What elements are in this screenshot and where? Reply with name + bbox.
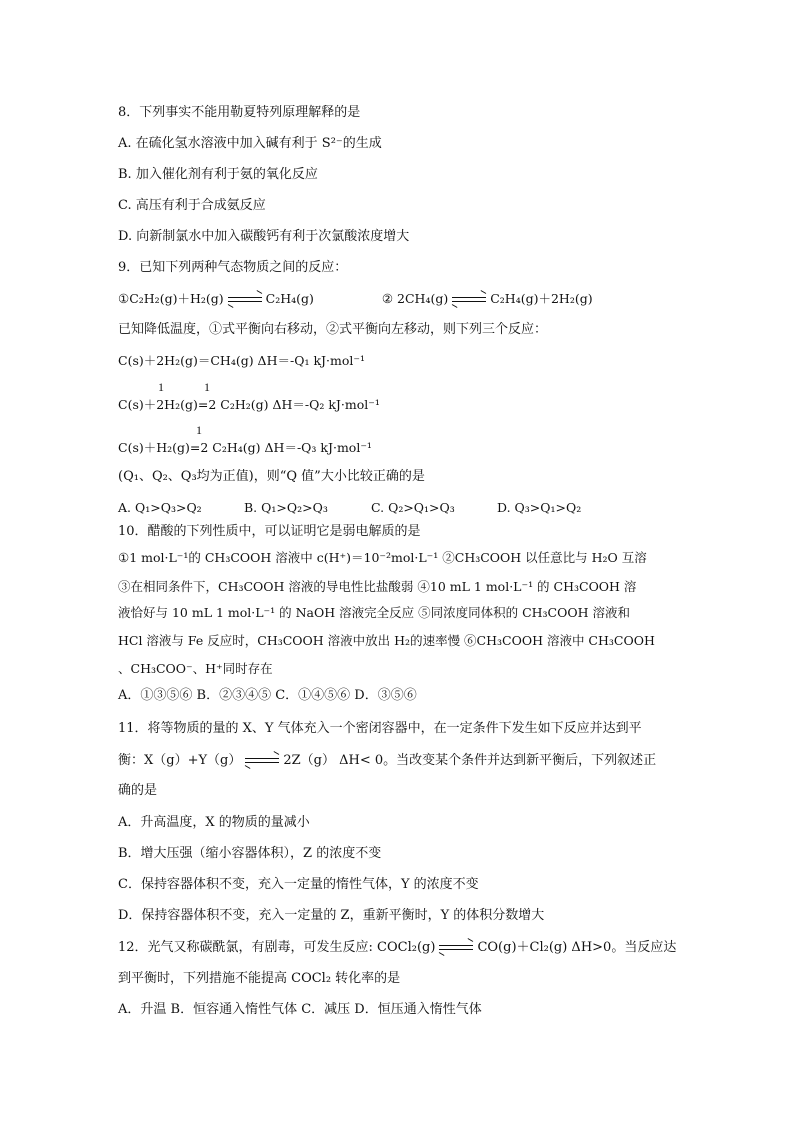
q11-option-a: A．升高温度，X 的物质的量减小 [118, 815, 310, 830]
q9-equation-1: C(s)＋2H₂(g)＝CH₄(g) ΔH＝-Q₁ kJ·mol⁻¹ [118, 353, 365, 368]
q8-option-b: B. 加入催化剂有利于氨的氧化反应 [118, 167, 318, 182]
q12-line-1-left: 12．光气又称碳酰氯，有剧毒，可发生反应: COCl₂(g) [118, 940, 436, 955]
q11-option-c: C．保持容器体积不变，充入一定量的惰性气体，Y 的浓度不变 [118, 877, 479, 892]
q11-line-2 [118, 752, 656, 770]
q10-line-2: ③在相同条件下，CH₃COOH 溶液的导电性比盐酸弱 ④10 mL 1 mol·L⁻¹ 的 CH₃COOH 溶 [118, 579, 637, 594]
q11-line-3: 确的是 [118, 783, 158, 798]
q8-option-a: A. 在硫化氢水溶液中加入碱有利于 S²⁻的生成 [118, 136, 382, 151]
q10-line-3: 液恰好与 10 mL 1 mol·L⁻¹ 的 NaOH 溶液完全反应 ⑤同浓度同体积的 CH₃COOH 溶液和 [118, 605, 630, 620]
q9-option-d: D. Q₃>Q₁>Q₂ [497, 500, 582, 515]
q12-line-2: 到平衡时，下列措施不能提高 COCl₂ 转化率的是 [118, 971, 401, 986]
q9-eq3-fraction-num: 1 [196, 423, 202, 437]
q9-equation-3: C(s)＋H₂(g)=2 C₂H₄(g) ΔH＝-Q₃ kJ·mol⁻¹ [118, 440, 372, 455]
q12-line-1-right: CO(g)＋Cl₂(g) ΔH>0。当反应达 [477, 940, 677, 955]
q9-reaction2-right: C₂H₄(g)＋2H₂(g) [490, 291, 593, 306]
q9-condition: 已知降低温度，①式平衡向右移动，②式平衡向左移动，则下列三个反应： [118, 322, 548, 337]
equilibrium-arrow-icon [452, 295, 486, 305]
q10-line-5: 、CH₃COO⁻、H⁺同时存在 [118, 661, 273, 676]
q9-reaction2-left: ② 2CH₄(g) [381, 291, 449, 306]
q12-options: A．升温 B．恒容通入惰性气体 C．减压 D．恒压通入惰性气体 [118, 1002, 482, 1017]
q9-equation-2: C(s)＋2H₂(g)=2 C₂H₂(g) ΔH＝-Q₂ kJ·mol⁻¹ [118, 397, 380, 412]
equilibrium-arrow-icon [245, 756, 279, 766]
q9-option-a: A. Q₁>Q₃>Q₂ [118, 500, 202, 515]
q9-note: (Q₁、Q₂、Q₃均为正值)，则“Q 值”大小比较正确的是 [118, 469, 425, 484]
q12-line-1 [118, 939, 676, 957]
q11-line-2-left: 衡：X（g）+Y（g） [118, 753, 242, 768]
q10-stem: 10．醋酸的下列性质中，可以证明它是弱电解质的是 [118, 524, 421, 539]
q11-line-2-right: 2Z（g） ΔH< 0。当改变某个条件并达到新平衡后，下列叙述正 [283, 753, 657, 768]
q11-option-b: B．增大压强（缩小容器体积），Z 的浓度不变 [118, 846, 382, 861]
q10-line-4: HCl 溶液与 Fe 反应时，CH₃COOH 溶液中放出 H₂的速率慢 ⑥CH₃COOH 溶液中 CH₃COOH [118, 633, 655, 648]
q11-option-d: D．保持容器体积不变，充入一定量的 Z，重新平衡时，Y 的体积分数增大 [118, 908, 545, 923]
q8-option-c: C. 高压有利于合成氨反应 [118, 198, 266, 213]
q9-stem: 9．已知下列两种气态物质之间的反应： [118, 260, 348, 275]
q10-line-1: ①1 mol·L⁻¹的 CH₃COOH 溶液中 c(H⁺)＝10⁻²mol·L⁻¹ ②CH₃COOH 以任意比与 H₂O 互溶 [118, 550, 647, 565]
q8-stem: 8．下列事实不能用勒夏特列原理解释的是 [118, 105, 361, 120]
q8-option-d: D. 向新制氯水中加入碳酸钙有利于次氯酸浓度增大 [118, 229, 410, 244]
equilibrium-arrow-icon [228, 295, 262, 305]
q9-reactions [118, 290, 593, 308]
q9-reaction1-right: C₂H₄(g) [265, 291, 314, 306]
q9-reaction1-left: ①C₂H₂(g)＋H₂(g) [118, 291, 224, 306]
equilibrium-arrow-icon [439, 943, 473, 953]
q9-eq2-fraction-num-2: 1 [204, 380, 210, 394]
q9-option-c: C. Q₂>Q₁>Q₃ [371, 500, 455, 515]
q9-eq2-fraction-num-1: 1 [158, 380, 164, 394]
q9-option-b: B. Q₁>Q₂>Q₃ [244, 500, 328, 515]
q10-options: A．①③⑤⑥ B．②③④⑤ C．①④⑤⑥ D．③⑤⑥ [118, 688, 417, 703]
q11-line-1: 11．将等物质的量的 X、Y 气体充入一个密闭容器中，在一定条件下发生如下反应并达到平 [118, 721, 642, 736]
